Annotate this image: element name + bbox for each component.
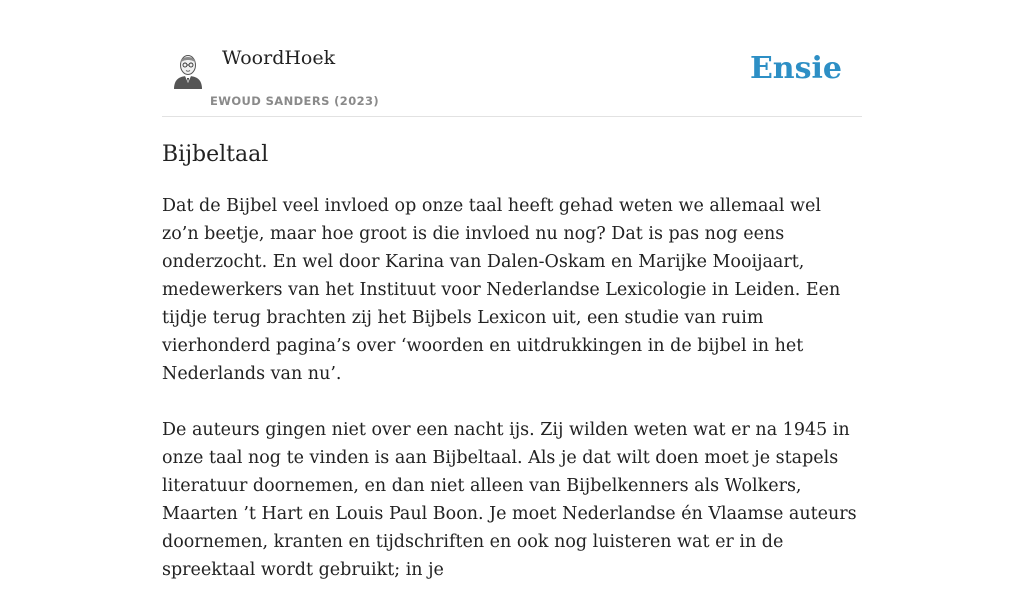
series-title[interactable]: WoordHoek <box>222 47 336 69</box>
author-credit: EWOUD SANDERS (2023) <box>210 94 380 108</box>
article-body <box>162 192 862 612</box>
paragraph: Dat de Bijbel veel invloed op onze taal heeft gehad weten we allemaal wel zo’n beetje, maar hoe groot is die invloed nu nog? Dat is pas nog eens onderzocht. En wel door Karina van Dalen-Oskam en Marijke Mooijaart, medewerkers van het Instituut voor Nederlandse Lexicologie in Leiden. Een tijdje terug brachten zij het Bijbels Lexicon uit, een studie van ruim vierhonderd pagina’s over ‘woorden en uitdrukkingen in de bijbel in het Nederlands van nu’. <box>162 196 841 384</box>
article-page <box>162 0 862 580</box>
article-title: Bijbeltaal <box>162 142 269 167</box>
article-header <box>162 0 862 117</box>
paragraph: De auteurs gingen niet over een nacht ijs. Zij wilden weten wat er na 1945 in onze taal nog te vinden is aan Bijbeltaal. Als je dat wilt doen moet je stapels literatuur doornemen, en dan niet alleen van Bijbelkenners als Wolkers, Maarten ’t Hart en Louis Paul Boon. Je moet Nederlandse én Vlaamse auteurs doornemen, kranten en tijdschriften en ook nog luisteren wat er in de spreektaal wordt gebruikt; in je <box>162 420 857 580</box>
portrait-avatar-icon <box>170 49 206 89</box>
brand-logo[interactable]: Ensie <box>749 51 842 86</box>
